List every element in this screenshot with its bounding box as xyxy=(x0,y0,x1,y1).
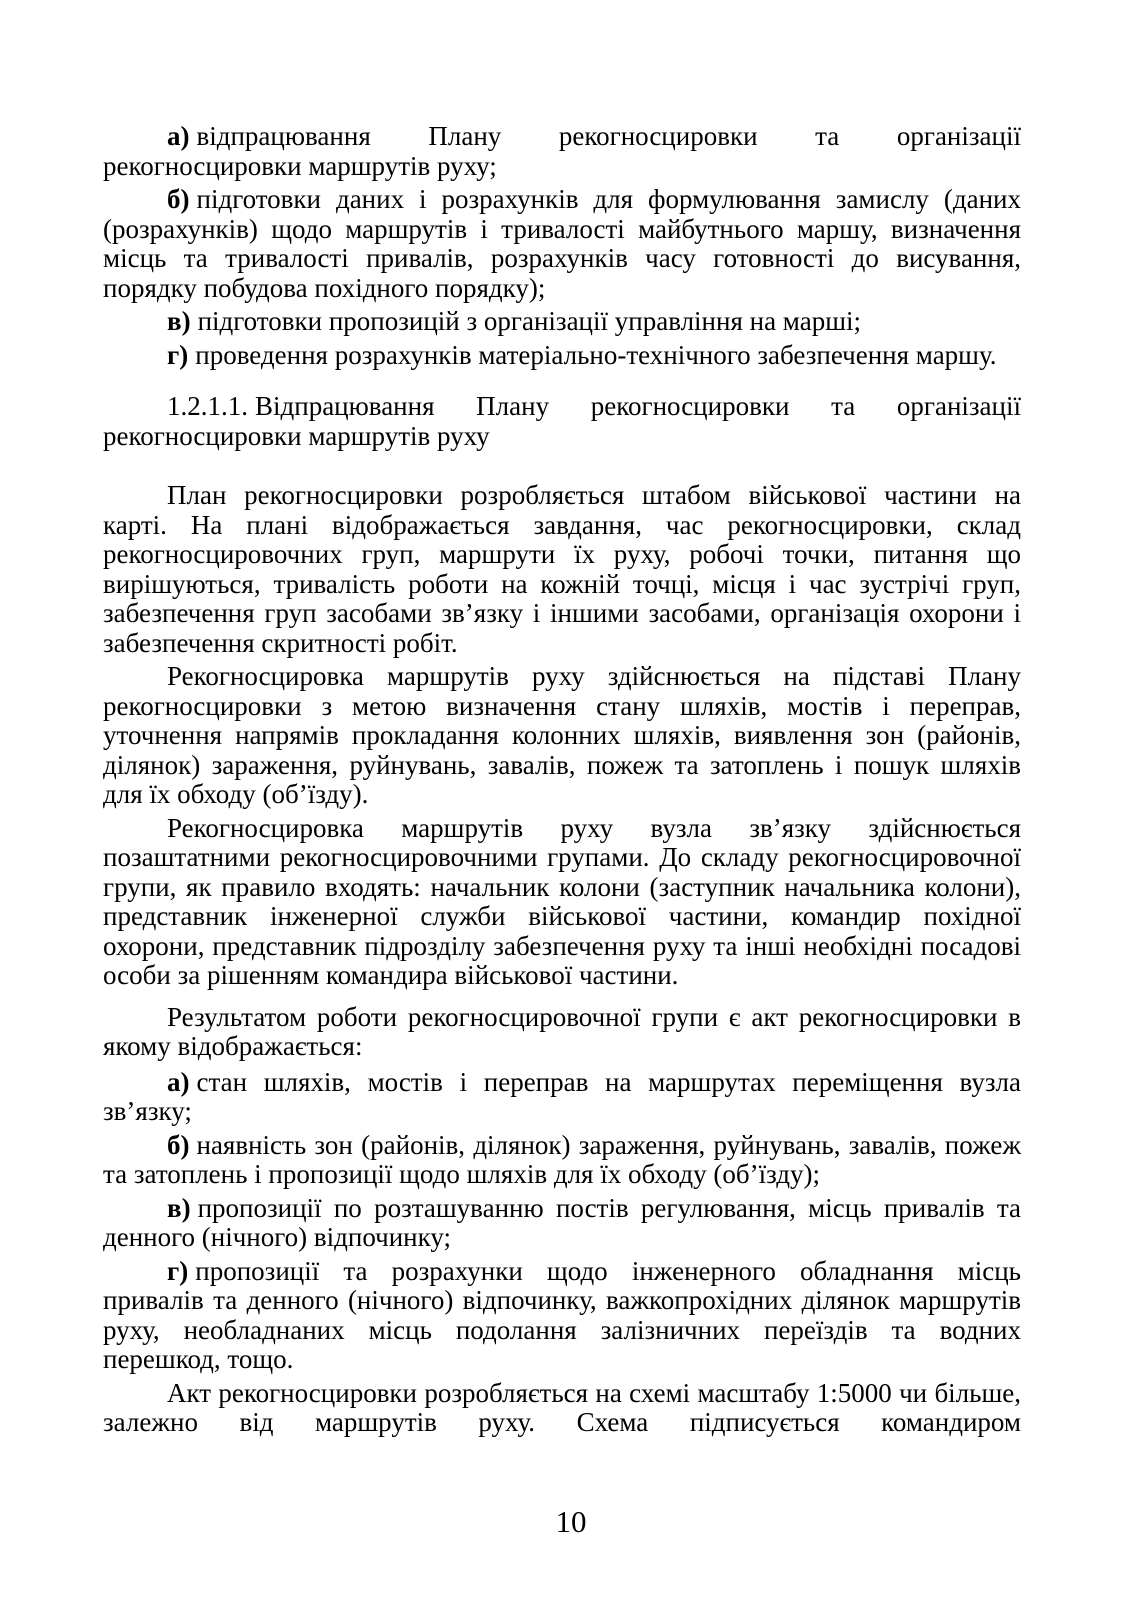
list-item-a-marker: а) xyxy=(167,121,190,151)
paragraph-route-reconnaissance-text: Рекогносцировка маршрутів руху здійснюється на підставі Плану рекогносцировки з метою визначення стану шляхів, мостів і переправ, уточнення напрямів прокладання колонних шляхів, виявлення зон (районів, ділянок) зараження, руйнувань, завалів, пожеж та затоплень і пошук шляхів для їх обходу (об’їзду). xyxy=(103,661,1021,809)
list-item-v-marker: в) xyxy=(167,306,191,336)
list-item-a-text: відпрацювання Плану рекогносцировки та організації рекогносцировки маршрутів руху; xyxy=(103,121,1021,181)
paragraph-plan-development-text: План рекогносцировки розробляється штабом військової частини на карті. На плані відображається завдання, час рекогносцировки, склад рекогносцировочних груп, маршрути їх руху, робочі точки, питання що вирішуються, тривалість роботи на кожній точці, місця і час зустрічі груп, забезпечення груп засобами зв’язку і іншими засобами, організація охорони і забезпечення скритності робіт. xyxy=(103,480,1021,658)
section-number: 1.2.1.1. xyxy=(167,391,248,421)
section-heading xyxy=(103,392,1021,451)
act-item-a-text: стан шляхів, мостів і переправ на маршрутах переміщення вузла зв’язку; xyxy=(103,1066,1021,1126)
list-item-v-text: підготовки пропозицій з організації управління на марші; xyxy=(197,306,861,336)
list-item-g xyxy=(103,341,1021,371)
act-item-a-marker: а) xyxy=(167,1066,190,1097)
list-item-a xyxy=(103,122,1021,181)
list-item-b xyxy=(103,185,1021,303)
act-item-b-marker: б) xyxy=(167,1129,190,1160)
section-title: Відпрацювання Плану рекогносцировки та організації рекогносцировки маршрутів руху xyxy=(103,391,1021,451)
list-item-b-marker: б) xyxy=(167,184,190,214)
paragraph-recon-group-composition-text: Рекогносцировка маршрутів руху вузла зв’язку здійснюється позаштатними рекогносцировочними групами. До складу рекогносцировочної групи, як правило входять: начальник колони (заступник начальника колони), представник інженерної служби військової частини, командир похідної охорони, представник підрозділу забезпечення руху та інші необхідні посадові особи за рішенням командира військової частини. xyxy=(103,812,1021,990)
act-item-b-text: наявність зон (районів, ділянок) зараження, руйнувань, завалів, пожеж та затоплень і пропозиції щодо шляхів для їх обходу (об’їзду); xyxy=(103,1129,1021,1189)
paragraph-route-reconnaissance xyxy=(103,662,1021,810)
paragraph-plan-development xyxy=(103,481,1021,658)
act-item-v-text: пропозиції по розташуванню постів регулювання, місць привалів та денного (нічного) відпочинку; xyxy=(103,1192,1021,1252)
act-item-v-marker: в) xyxy=(167,1192,191,1223)
paragraph-recon-result-text: Результатом роботи рекогносцировочної групи є акт рекогносцировки в якому відображається: xyxy=(103,1001,1021,1061)
document-body xyxy=(103,122,1021,1442)
list-item-g-text: проведення розрахунків матеріально-технічного забезпечення маршу. xyxy=(195,339,997,370)
act-item-g xyxy=(103,1257,1021,1375)
paragraph-recon-group-composition xyxy=(103,814,1021,991)
list-item-g-marker: г) xyxy=(167,339,189,370)
paragraph-recon-result xyxy=(103,1003,1021,1062)
act-item-a xyxy=(103,1068,1021,1127)
act-item-g-marker: г) xyxy=(167,1255,189,1286)
paragraph-act-scale-text: Акт рекогносцировки розробляється на схемі масштабу 1:5000 чи більше, залежно від маршрутів руху. Схема підписується командиром xyxy=(103,1377,1021,1437)
act-item-v xyxy=(103,1194,1021,1253)
paragraph-act-scale xyxy=(103,1379,1021,1438)
list-item-v xyxy=(103,307,1021,337)
page-number: 10 xyxy=(555,1504,587,1539)
list-item-b-text: підготовки даних і розрахунків для формулювання замислу (даних (розрахунків) щодо маршрутів і тривалості майбутнього маршу, визначення місць та тривалості привалів, розрахунків часу готовності до висування, порядку побудова похідного порядку); xyxy=(103,184,1021,303)
act-item-g-text: пропозиції та розрахунки щодо інженерного обладнання місць привалів та денного (нічного) відпочинку, важкопрохідних ділянок маршрутів руху, необладнаних місць подолання залізничних переїздів та водних перешкод, тощо. xyxy=(103,1255,1021,1374)
act-item-b xyxy=(103,1131,1021,1190)
